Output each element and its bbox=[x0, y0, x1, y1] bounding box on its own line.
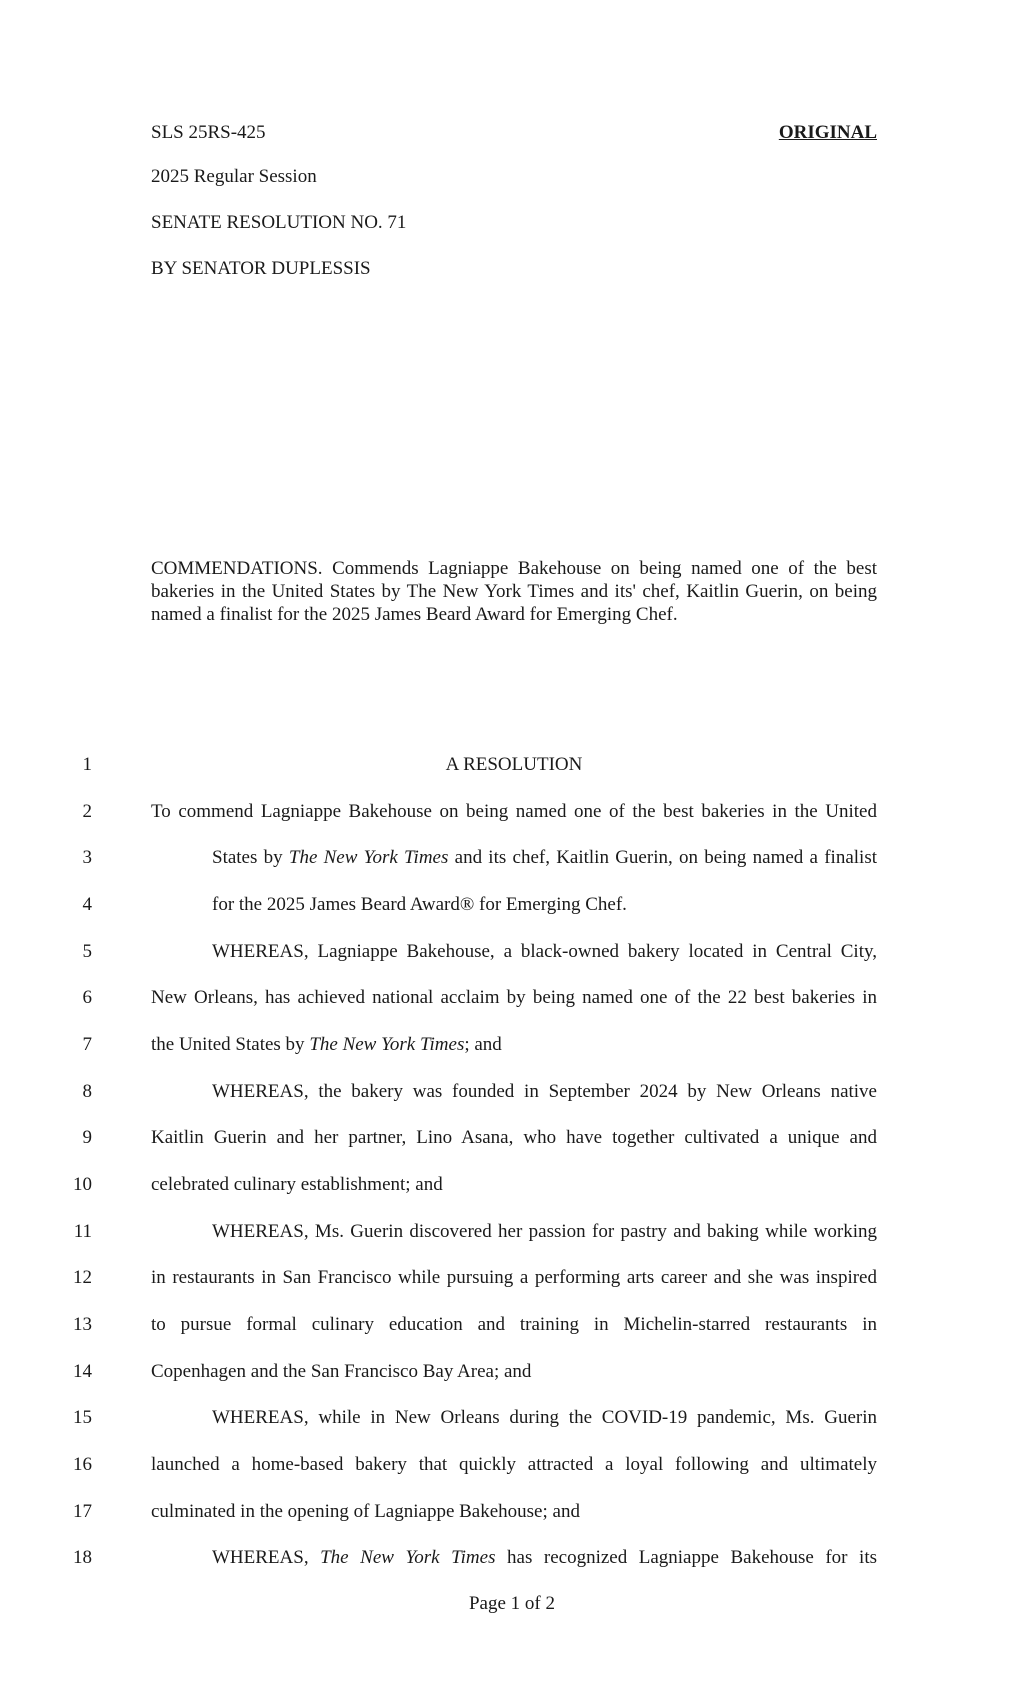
sponsor-line: BY SENATOR DUPLESSIS bbox=[151, 258, 371, 279]
line-number: 2 bbox=[82, 801, 92, 822]
page-footer: Page 1 of 2 bbox=[468, 1593, 555, 1614]
line-text bbox=[212, 941, 877, 963]
line-number: 1 bbox=[82, 754, 92, 775]
text-run: WHEREAS, while in New Orleans during the COVID-19 pandemic, Ms. Guerin bbox=[212, 1407, 877, 1428]
italic-title: The New York Times bbox=[320, 1547, 496, 1568]
numbered-line bbox=[0, 754, 1024, 784]
line-number: 15 bbox=[73, 1407, 92, 1428]
digest-paragraph: COMMENDATIONS. Commends Lagniappe Bakehouse on being named one of the best bakeries in the United States by The New York Times and its' chef, Kaitlin Guerin, on being named a finalist for the 2025 James Beard Award for Emerging Chef. bbox=[151, 558, 877, 625]
line-number: 3 bbox=[82, 847, 92, 868]
line-text bbox=[212, 1081, 877, 1103]
numbered-line bbox=[0, 801, 1024, 831]
numbered-line bbox=[0, 1127, 1024, 1157]
line-number: 13 bbox=[73, 1314, 92, 1335]
text-run: To commend Lagniappe Bakehouse on being named one of the best bakeries in the United bbox=[151, 801, 877, 822]
text-run: Copenhagen and the San Francisco Bay Area; and bbox=[151, 1361, 532, 1382]
numbered-line bbox=[0, 847, 1024, 877]
line-text bbox=[151, 1501, 877, 1523]
line-number: 7 bbox=[82, 1034, 92, 1055]
italic-title: The New York Times bbox=[309, 1034, 465, 1055]
line-text bbox=[212, 894, 877, 916]
text-run: New Orleans, has achieved national acclaim by being named one of the 22 best bakeries in bbox=[151, 987, 877, 1008]
line-text bbox=[212, 1407, 877, 1429]
text-run: Kaitlin Guerin and her partner, Lino Asana, who have together cultivated a unique and bbox=[151, 1127, 877, 1148]
line-text bbox=[151, 1314, 877, 1336]
numbered-line bbox=[0, 1547, 1024, 1577]
line-text bbox=[151, 1454, 877, 1476]
text-run: has recognized Lagniappe Bakehouse for its bbox=[495, 1547, 877, 1568]
line-number: 5 bbox=[82, 941, 92, 962]
line-number: 10 bbox=[73, 1174, 92, 1195]
line-text bbox=[151, 1361, 877, 1383]
line-text bbox=[151, 801, 877, 823]
italic-title: The New York Times bbox=[288, 847, 449, 868]
numbered-line bbox=[0, 1267, 1024, 1297]
text-run: ; and bbox=[464, 1034, 502, 1055]
session-label: 2025 Regular Session bbox=[151, 166, 317, 187]
line-number: 8 bbox=[82, 1081, 92, 1102]
numbered-line bbox=[0, 941, 1024, 971]
line-text bbox=[151, 754, 877, 776]
line-number: 4 bbox=[82, 894, 92, 915]
text-run: the United States by bbox=[151, 1034, 310, 1055]
line-number: 11 bbox=[73, 1221, 92, 1242]
resolution-number: SENATE RESOLUTION NO. 71 bbox=[151, 212, 407, 233]
line-text bbox=[212, 847, 877, 869]
text-run: States by bbox=[212, 847, 289, 868]
line-text bbox=[151, 1174, 877, 1196]
line-number: 18 bbox=[73, 1547, 92, 1568]
text-run: celebrated culinary establishment; and bbox=[151, 1174, 443, 1195]
status-label: ORIGINAL bbox=[778, 122, 877, 143]
numbered-line bbox=[0, 1034, 1024, 1064]
text-run: WHEREAS, Lagniappe Bakehouse, a black-owned bakery located in Central City, bbox=[212, 941, 877, 962]
numbered-line bbox=[0, 1407, 1024, 1437]
text-run: culminated in the opening of Lagniappe Bakehouse; and bbox=[151, 1501, 580, 1522]
line-number: 6 bbox=[82, 987, 92, 1008]
line-number: 9 bbox=[82, 1127, 92, 1148]
line-number: 17 bbox=[73, 1501, 92, 1522]
numbered-line bbox=[0, 1361, 1024, 1391]
line-text bbox=[151, 1127, 877, 1149]
line-text bbox=[212, 1221, 877, 1243]
document-id: SLS 25RS-425 bbox=[151, 122, 266, 143]
line-text bbox=[151, 1267, 877, 1289]
numbered-line bbox=[0, 1221, 1024, 1251]
numbered-line bbox=[0, 894, 1024, 924]
text-run: WHEREAS, the bakery was founded in September 2024 by New Orleans native bbox=[212, 1081, 877, 1102]
text-run: WHEREAS, bbox=[212, 1547, 321, 1568]
text-run: launched a home-based bakery that quickly attracted a loyal following and ultimately bbox=[151, 1454, 877, 1475]
line-number: 16 bbox=[73, 1454, 92, 1475]
numbered-line bbox=[0, 1174, 1024, 1204]
numbered-line bbox=[0, 1314, 1024, 1344]
text-run: and its chef, Kaitlin Guerin, on being named a finalist bbox=[448, 847, 877, 868]
line-text bbox=[151, 1034, 877, 1056]
numbered-line bbox=[0, 1081, 1024, 1111]
line-text bbox=[212, 1547, 877, 1569]
line-number: 12 bbox=[73, 1267, 92, 1288]
text-run: for the 2025 James Beard Award® for Emerging Chef. bbox=[212, 894, 627, 915]
line-number: 14 bbox=[73, 1361, 92, 1382]
text-run: WHEREAS, Ms. Guerin discovered her passion for pastry and baking while working bbox=[212, 1221, 877, 1242]
text-run: to pursue formal culinary education and training in Michelin-starred restaurants in bbox=[151, 1314, 877, 1335]
numbered-line bbox=[0, 1454, 1024, 1484]
numbered-line bbox=[0, 987, 1024, 1017]
text-run: in restaurants in San Francisco while pursuing a performing arts career and she was inspired bbox=[151, 1267, 877, 1288]
text-run: A RESOLUTION bbox=[445, 754, 583, 775]
line-text bbox=[151, 987, 877, 1009]
numbered-line bbox=[0, 1501, 1024, 1531]
